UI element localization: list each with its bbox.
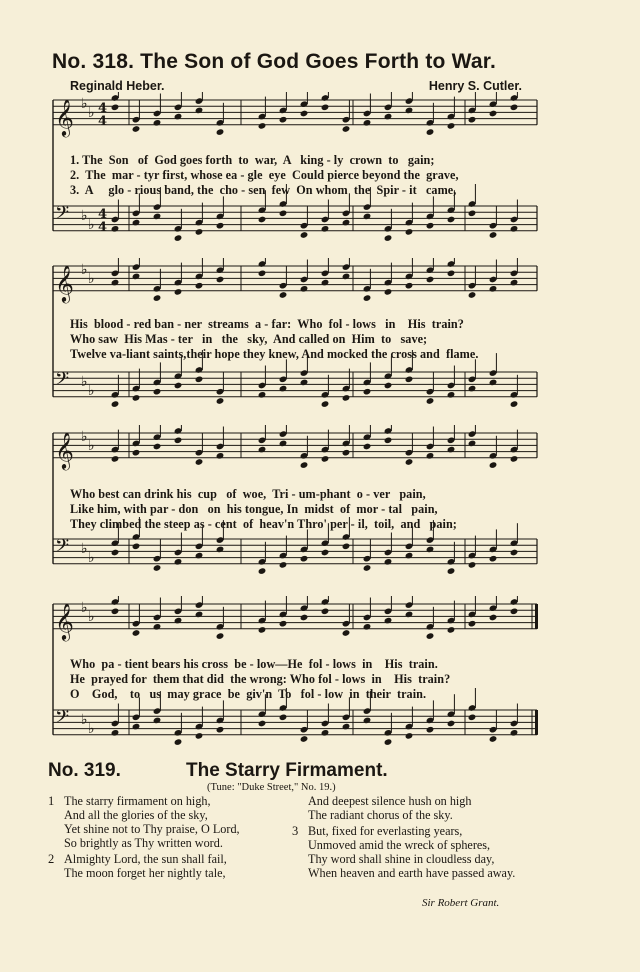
bass-clef-icon: 𝄢 bbox=[55, 369, 70, 394]
flat-icon: ♭ bbox=[81, 208, 88, 224]
time-signature: 4 bbox=[98, 114, 108, 129]
note-head bbox=[405, 228, 414, 236]
note-head bbox=[216, 546, 225, 554]
note-head bbox=[300, 231, 309, 239]
note-head bbox=[258, 216, 267, 224]
lyric-line: He prayed for them that did the wrong: Who fol - lows in His train? bbox=[70, 672, 451, 686]
note-head bbox=[216, 632, 225, 640]
lyric-line: Like him, with par - don on his tongue, In midst of mor - tal pain, bbox=[70, 502, 438, 516]
note-head bbox=[384, 234, 393, 242]
note-head bbox=[405, 611, 414, 619]
stanza-line: When heaven and earth have passed away. bbox=[308, 866, 516, 880]
note-head bbox=[447, 567, 456, 575]
note-head bbox=[153, 443, 162, 451]
note-head bbox=[489, 735, 498, 743]
note-head bbox=[174, 382, 183, 390]
note-head bbox=[153, 623, 162, 631]
note-head bbox=[195, 611, 204, 619]
flat-icon: ♭ bbox=[81, 429, 88, 445]
lyric-line: Who pa - tient bears his cross be - low—He fol - lows in His train. bbox=[70, 657, 438, 671]
note-head bbox=[384, 437, 393, 445]
note-head bbox=[468, 714, 477, 722]
treble-clef-icon: 𝄞 bbox=[55, 601, 74, 640]
note-head bbox=[510, 608, 519, 616]
note-head bbox=[447, 720, 456, 728]
note-head bbox=[111, 279, 120, 287]
note-head bbox=[279, 620, 288, 628]
stanza-line: The radiant chorus of the sky. bbox=[308, 808, 453, 822]
stanza-number: 2 bbox=[48, 852, 55, 866]
note-head bbox=[195, 552, 204, 560]
note-head bbox=[510, 455, 519, 463]
note-head bbox=[111, 729, 120, 737]
note-head bbox=[342, 394, 351, 402]
note-head bbox=[468, 210, 477, 218]
note-head bbox=[468, 561, 477, 569]
stanza-number: 3 bbox=[292, 824, 299, 838]
stanza-line: Almighty Lord, the sun shall fail, bbox=[64, 852, 227, 866]
note-head bbox=[342, 723, 351, 731]
flat-icon: ♭ bbox=[81, 262, 88, 278]
note-head bbox=[405, 458, 414, 466]
flat-icon: ♭ bbox=[81, 712, 88, 728]
note-head bbox=[426, 397, 435, 405]
note-head bbox=[321, 729, 330, 737]
hymn-318-title: No. 318. The Son of God Goes Forth to War. bbox=[52, 50, 496, 73]
note-head bbox=[258, 446, 267, 454]
lyric-line: 2. The mar - tyr first, whose ea - gle eye Could pierce beyond the grave, bbox=[70, 168, 459, 182]
note-head bbox=[111, 608, 120, 616]
note-head bbox=[510, 279, 519, 287]
note-head bbox=[258, 391, 267, 399]
lyric-line: Twelve va-liant saints,their hope they knew, And mocked the cross and flame. bbox=[70, 347, 479, 361]
treble-clef-icon: 𝄞 bbox=[55, 430, 74, 469]
final-bar bbox=[535, 710, 538, 735]
flat-icon: ♭ bbox=[81, 541, 88, 557]
lyric-line: Who saw His Mas - ter in the sky, And called on Him to save; bbox=[70, 332, 428, 346]
stanza-line: Thy word shall shine in cloudless day, bbox=[308, 852, 495, 866]
flat-icon: ♭ bbox=[88, 609, 95, 625]
note-head bbox=[489, 379, 498, 387]
note-head bbox=[405, 376, 414, 384]
note-head bbox=[426, 222, 435, 230]
stanza-3 bbox=[292, 824, 515, 880]
note-head bbox=[153, 119, 162, 127]
flat-icon: ♭ bbox=[88, 383, 95, 399]
flat-icon: ♭ bbox=[81, 374, 88, 390]
stanza-line: And deepest silence hush on high bbox=[308, 794, 472, 808]
note-head bbox=[489, 555, 498, 563]
note-head bbox=[426, 726, 435, 734]
stanza-line: Unmoved amid the wreck of spheres, bbox=[308, 838, 491, 852]
note-head bbox=[342, 449, 351, 457]
note-head bbox=[426, 546, 435, 554]
note-head bbox=[510, 225, 519, 233]
final-bar bbox=[535, 604, 538, 629]
flat-icon: ♭ bbox=[88, 217, 95, 233]
music-system-2 bbox=[45, 258, 545, 418]
note-head bbox=[321, 225, 330, 233]
note-head bbox=[468, 291, 477, 299]
lyric-line: Who best can drink his cup of woe, Tri - um-phant o - ver pain, bbox=[70, 487, 426, 501]
note-head bbox=[279, 440, 288, 448]
note-head bbox=[279, 116, 288, 124]
note-head bbox=[111, 225, 120, 233]
note-head bbox=[195, 732, 204, 740]
note-head bbox=[489, 285, 498, 293]
note-head bbox=[132, 723, 141, 731]
note-head bbox=[258, 122, 267, 130]
lyrics-block-2 bbox=[70, 317, 540, 362]
note-head bbox=[132, 629, 141, 637]
note-head bbox=[510, 104, 519, 112]
note-head bbox=[363, 717, 372, 725]
note-head bbox=[426, 128, 435, 136]
note-head bbox=[195, 282, 204, 290]
note-head bbox=[300, 110, 309, 118]
note-head bbox=[132, 273, 141, 281]
note-head bbox=[111, 400, 120, 408]
note-head bbox=[258, 567, 267, 575]
bass-clef-icon: 𝄢 bbox=[55, 536, 70, 561]
note-head bbox=[132, 219, 141, 227]
note-head bbox=[300, 735, 309, 743]
note-head bbox=[216, 726, 225, 734]
note-head bbox=[153, 564, 162, 572]
note-head bbox=[153, 717, 162, 725]
bass-clef-icon: 𝄢 bbox=[55, 203, 70, 228]
note-head bbox=[111, 104, 120, 112]
note-head bbox=[153, 294, 162, 302]
time-signature: 4 bbox=[98, 207, 108, 222]
flat-icon: ♭ bbox=[88, 550, 95, 566]
stanza-line: The moon forget her nightly tale, bbox=[64, 866, 226, 880]
note-head bbox=[447, 270, 456, 278]
note-head bbox=[363, 294, 372, 302]
note-head bbox=[174, 437, 183, 445]
note-head bbox=[447, 391, 456, 399]
tune-reference: (Tune: "Duke Street," No. 19.) bbox=[207, 782, 336, 793]
note-head bbox=[111, 549, 120, 557]
note-head bbox=[132, 394, 141, 402]
note-head bbox=[195, 107, 204, 115]
note-head bbox=[510, 400, 519, 408]
note-head bbox=[426, 632, 435, 640]
note-head bbox=[384, 382, 393, 390]
stanza-line: The starry firmament on high, bbox=[64, 794, 211, 808]
note-head bbox=[405, 732, 414, 740]
hymn-319-number: No. 319. bbox=[48, 760, 121, 781]
lyrics-block-4 bbox=[70, 657, 540, 702]
lyric-line: His blood - red ban - ner streams a - far: Who fol - lows in His train? bbox=[70, 317, 464, 331]
note-head bbox=[363, 119, 372, 127]
flat-icon: ♭ bbox=[88, 105, 95, 121]
note-head bbox=[216, 276, 225, 284]
note-head bbox=[321, 279, 330, 287]
flat-icon: ♭ bbox=[81, 600, 88, 616]
bass-clef-icon: 𝄢 bbox=[55, 707, 70, 732]
note-head bbox=[342, 629, 351, 637]
note-head bbox=[132, 125, 141, 133]
note-head bbox=[174, 738, 183, 746]
note-head bbox=[384, 617, 393, 625]
flat-icon: ♭ bbox=[88, 438, 95, 454]
note-head bbox=[300, 285, 309, 293]
note-head bbox=[195, 376, 204, 384]
note-head bbox=[363, 564, 372, 572]
note-head bbox=[447, 626, 456, 634]
hymn-319-author: Sir Robert Grant. bbox=[422, 897, 500, 909]
note-head bbox=[279, 561, 288, 569]
note-head bbox=[174, 113, 183, 121]
note-head bbox=[321, 549, 330, 557]
stanza-line: But, fixed for everlasting years, bbox=[308, 824, 463, 838]
note-head bbox=[405, 282, 414, 290]
music-system-4 bbox=[45, 596, 545, 756]
treble-clef-icon: 𝄞 bbox=[55, 263, 74, 302]
note-head bbox=[489, 110, 498, 118]
note-head bbox=[384, 113, 393, 121]
time-signature: 4 bbox=[98, 101, 108, 116]
note-head bbox=[489, 231, 498, 239]
stanza-2-continued bbox=[292, 794, 515, 822]
note-head bbox=[363, 213, 372, 221]
note-head bbox=[279, 291, 288, 299]
stanza-1 bbox=[48, 794, 240, 850]
lyric-line: They climbed the steep as - cent of heav'n Thro' per - il, toil, and pain; bbox=[70, 517, 457, 531]
note-head bbox=[216, 397, 225, 405]
note-head bbox=[489, 614, 498, 622]
note-head bbox=[384, 738, 393, 746]
note-head bbox=[510, 729, 519, 737]
hymn-319-title: The Starry Firmament. bbox=[186, 760, 388, 781]
note-head bbox=[363, 388, 372, 396]
note-head bbox=[279, 210, 288, 218]
note-head bbox=[216, 222, 225, 230]
treble-clef-icon: 𝄞 bbox=[55, 97, 74, 136]
note-head bbox=[258, 626, 267, 634]
note-head bbox=[468, 440, 477, 448]
note-head bbox=[321, 104, 330, 112]
stanza-line: So brightly as Thy written word. bbox=[64, 836, 223, 850]
note-head bbox=[384, 288, 393, 296]
stanza-column-right bbox=[292, 794, 515, 882]
music-system-3 bbox=[45, 425, 545, 585]
note-head bbox=[363, 443, 372, 451]
note-head bbox=[195, 228, 204, 236]
stanza-line: And all the glories of the sky, bbox=[64, 808, 208, 822]
note-head bbox=[321, 608, 330, 616]
note-head bbox=[321, 455, 330, 463]
note-head bbox=[405, 552, 414, 560]
note-head bbox=[342, 219, 351, 227]
composer-credit: Henry S. Cutler. bbox=[428, 79, 522, 93]
note-head bbox=[279, 385, 288, 393]
flat-icon: ♭ bbox=[88, 721, 95, 737]
flat-icon: ♭ bbox=[81, 96, 88, 112]
note-head bbox=[174, 288, 183, 296]
note-head bbox=[342, 125, 351, 133]
flat-icon: ♭ bbox=[88, 271, 95, 287]
note-head bbox=[342, 273, 351, 281]
note-head bbox=[489, 461, 498, 469]
note-head bbox=[363, 623, 372, 631]
note-head bbox=[447, 446, 456, 454]
stanza-number: 1 bbox=[48, 794, 55, 808]
lyrics-block-3 bbox=[70, 487, 540, 532]
note-head bbox=[174, 234, 183, 242]
note-head bbox=[447, 122, 456, 130]
note-head bbox=[300, 555, 309, 563]
note-head bbox=[426, 452, 435, 460]
note-head bbox=[258, 270, 267, 278]
note-head bbox=[111, 455, 120, 463]
note-head bbox=[468, 385, 477, 393]
lyricist-credit: Reginald Heber. bbox=[70, 79, 165, 93]
note-head bbox=[216, 452, 225, 460]
note-head bbox=[405, 107, 414, 115]
note-head bbox=[153, 388, 162, 396]
note-head bbox=[426, 276, 435, 284]
note-head bbox=[300, 379, 309, 387]
note-head bbox=[258, 720, 267, 728]
stanza-2 bbox=[48, 852, 240, 880]
lyrics-block-1 bbox=[70, 153, 540, 198]
note-head bbox=[174, 558, 183, 566]
note-head bbox=[216, 128, 225, 136]
note-head bbox=[132, 449, 141, 457]
note-head bbox=[132, 543, 141, 551]
note-head bbox=[300, 614, 309, 622]
note-head bbox=[195, 458, 204, 466]
time-signature: 4 bbox=[98, 220, 108, 235]
note-head bbox=[468, 620, 477, 628]
note-head bbox=[300, 461, 309, 469]
music-system-1 bbox=[45, 92, 545, 252]
note-head bbox=[321, 400, 330, 408]
stanza-line: Yet shine not to Thy praise, O Lord, bbox=[64, 822, 240, 836]
note-head bbox=[510, 549, 519, 557]
note-head bbox=[153, 213, 162, 221]
note-head bbox=[468, 116, 477, 124]
note-head bbox=[447, 216, 456, 224]
note-head bbox=[174, 617, 183, 625]
lyric-line: 1. The Son of God goes forth to war, A king - ly crown to gain; bbox=[70, 153, 435, 167]
lyric-line: O God, to us may grace be giv'n To fol - low in their train. bbox=[70, 687, 427, 701]
note-head bbox=[384, 558, 393, 566]
lyric-line: 3. A glo - rious band, the cho - sen few On whom the Spir - it came, bbox=[70, 183, 457, 197]
stanza-column-left bbox=[48, 794, 240, 882]
note-head bbox=[342, 543, 351, 551]
note-head bbox=[279, 714, 288, 722]
